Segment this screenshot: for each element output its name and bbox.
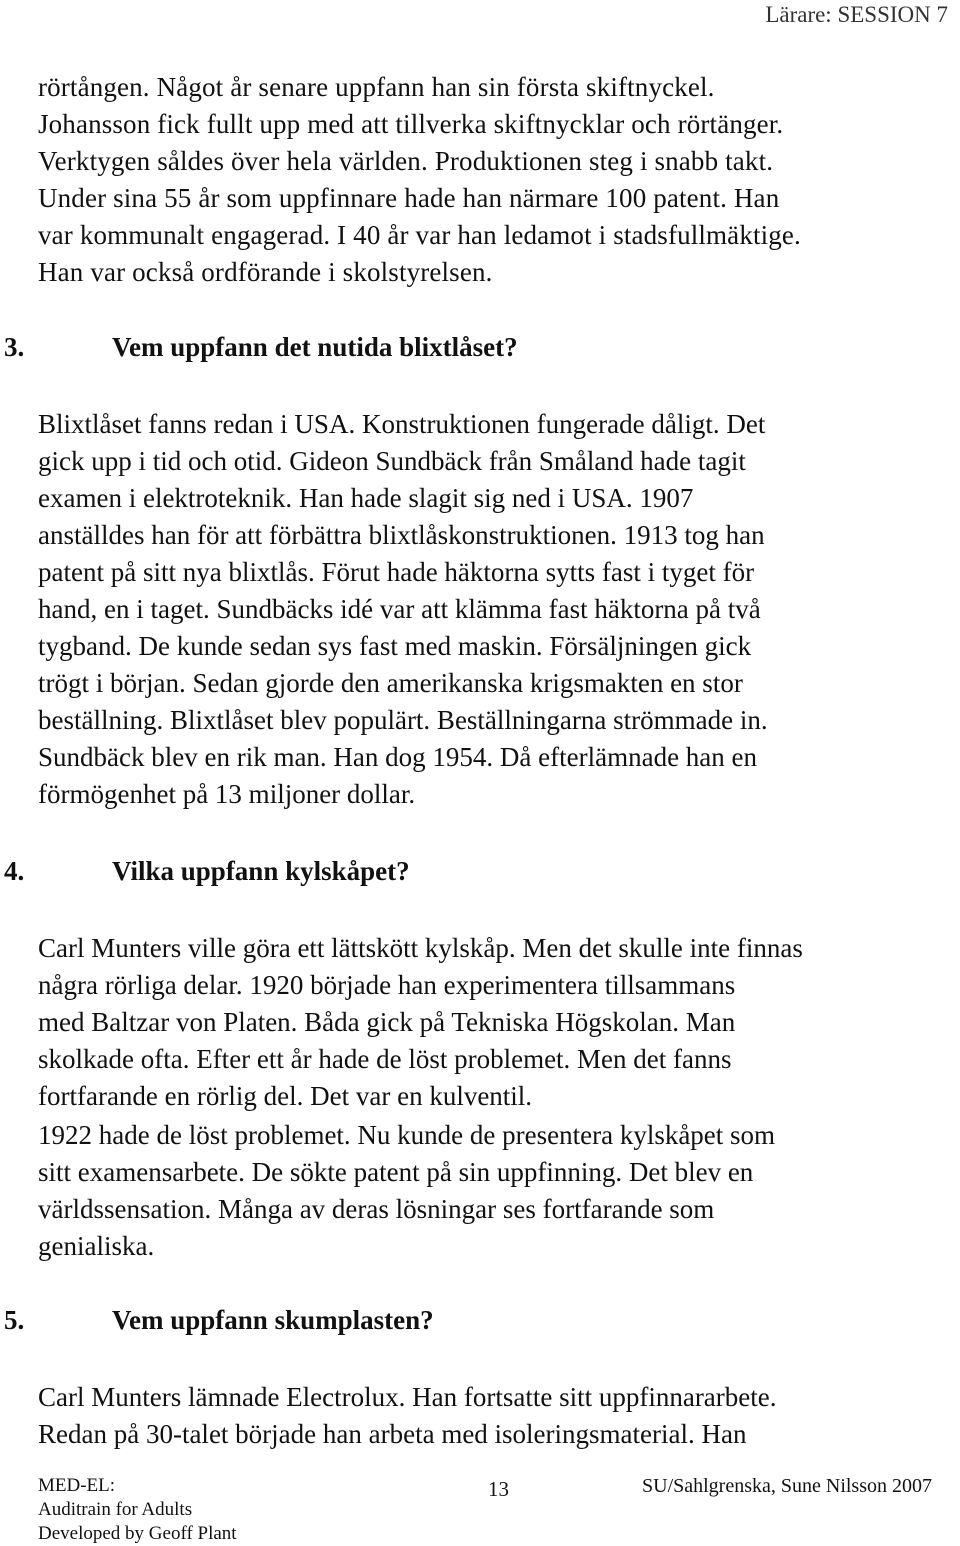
footer-line: Developed by Geoff Plant bbox=[38, 1523, 237, 1544]
text-line: skolkade ofta. Efter ett år hade de löst problemet. Men det fanns bbox=[38, 1044, 732, 1074]
text-line: Blixtlåset fanns redan i USA. Konstruktionen fungerade dåligt. Det bbox=[38, 409, 766, 439]
question-number: 5. bbox=[4, 1305, 25, 1335]
footer-line: Auditrain for Adults bbox=[38, 1499, 193, 1520]
text-line: rörtången. Något år senare uppfann han sin första skiftnyckel. bbox=[38, 72, 715, 102]
footer-right: SU/Sahlgrenska, Sune Nilsson 2007 bbox=[642, 1475, 932, 1497]
text-line: Sundbäck blev en rik man. Han dog 1954. Då efterlämnade han en bbox=[38, 742, 758, 772]
text-line: beställning. Blixtlåset blev populärt. Beställningarna strömmade in. bbox=[38, 705, 768, 735]
text-line: genialiska. bbox=[38, 1231, 155, 1261]
text-line: sitt examensarbete. De sökte patent på sin uppfinning. Det blev en bbox=[38, 1157, 754, 1187]
text-line: Carl Munters ville göra ett lättskött kylskåp. Men det skulle inte finnas bbox=[38, 933, 803, 963]
text-line: patent på sitt nya blixtlås. Förut hade häktorna sytts fast i tyget för bbox=[38, 557, 755, 587]
question-heading: Vem uppfann det nutida blixtlåset? bbox=[112, 332, 518, 362]
text-line: Redan på 30-talet började han arbeta med isoleringsmaterial. Han bbox=[38, 1419, 747, 1449]
question-number: 4. bbox=[4, 856, 25, 886]
text-line: 1922 hade de löst problemet. Nu kunde de presentera kylskåpet som bbox=[38, 1120, 776, 1150]
question-heading: Vilka uppfann kylskåpet? bbox=[112, 856, 410, 886]
text-line: Under sina 55 år som uppfinnare hade han närmare 100 patent. Han bbox=[38, 183, 780, 213]
text-line: var kommunalt engagerad. I 40 år var han ledamot i stadsfullmäktige. bbox=[38, 220, 801, 250]
text-line: förmögenhet på 13 miljoner dollar. bbox=[38, 779, 416, 809]
text-line: med Baltzar von Platen. Båda gick på Tekniska Högskolan. Man bbox=[38, 1007, 736, 1037]
text-line: världssensation. Många av deras lösningar ses fortfarande som bbox=[38, 1194, 715, 1224]
question-number: 3. bbox=[4, 332, 25, 362]
text-line: Johansson fick fullt upp med att tillverka skiftnycklar och rörtänger. bbox=[38, 109, 784, 139]
page-number: 13 bbox=[488, 1477, 509, 1501]
session-header: Lärare: SESSION 7 bbox=[765, 2, 948, 27]
question-heading: Vem uppfann skumplasten? bbox=[112, 1305, 434, 1335]
footer-line: MED-EL: bbox=[38, 1475, 116, 1496]
text-line: hand, en i taget. Sundbäcks idé var att klämma fast häktorna på två bbox=[38, 594, 761, 624]
text-line: trögt i början. Sedan gjorde den amerikanska krigsmakten en stor bbox=[38, 668, 743, 698]
text-line: tygband. De kunde sedan sys fast med maskin. Försäljningen gick bbox=[38, 631, 752, 661]
text-line: gick upp i tid och otid. Gideon Sundbäck från Småland hade tagit bbox=[38, 446, 746, 476]
text-line: fortfarande en rörlig del. Det var en kulventil. bbox=[38, 1081, 533, 1111]
text-line: Han var också ordförande i skolstyrelsen. bbox=[38, 257, 493, 287]
text-line: Carl Munters lämnade Electrolux. Han fortsatte sitt uppfinnararbete. bbox=[38, 1382, 777, 1412]
text-line: Verktygen såldes över hela världen. Produktionen steg i snabb takt. bbox=[38, 146, 774, 176]
text-line: anställdes han för att förbättra blixtlåskonstruktionen. 1913 tog han bbox=[38, 520, 765, 550]
text-line: några rörliga delar. 1920 började han experimentera tillsammans bbox=[38, 970, 736, 1000]
text-line: examen i elektroteknik. Han hade slagit sig ned i USA. 1907 bbox=[38, 483, 694, 513]
footer-left bbox=[38, 1474, 237, 1546]
